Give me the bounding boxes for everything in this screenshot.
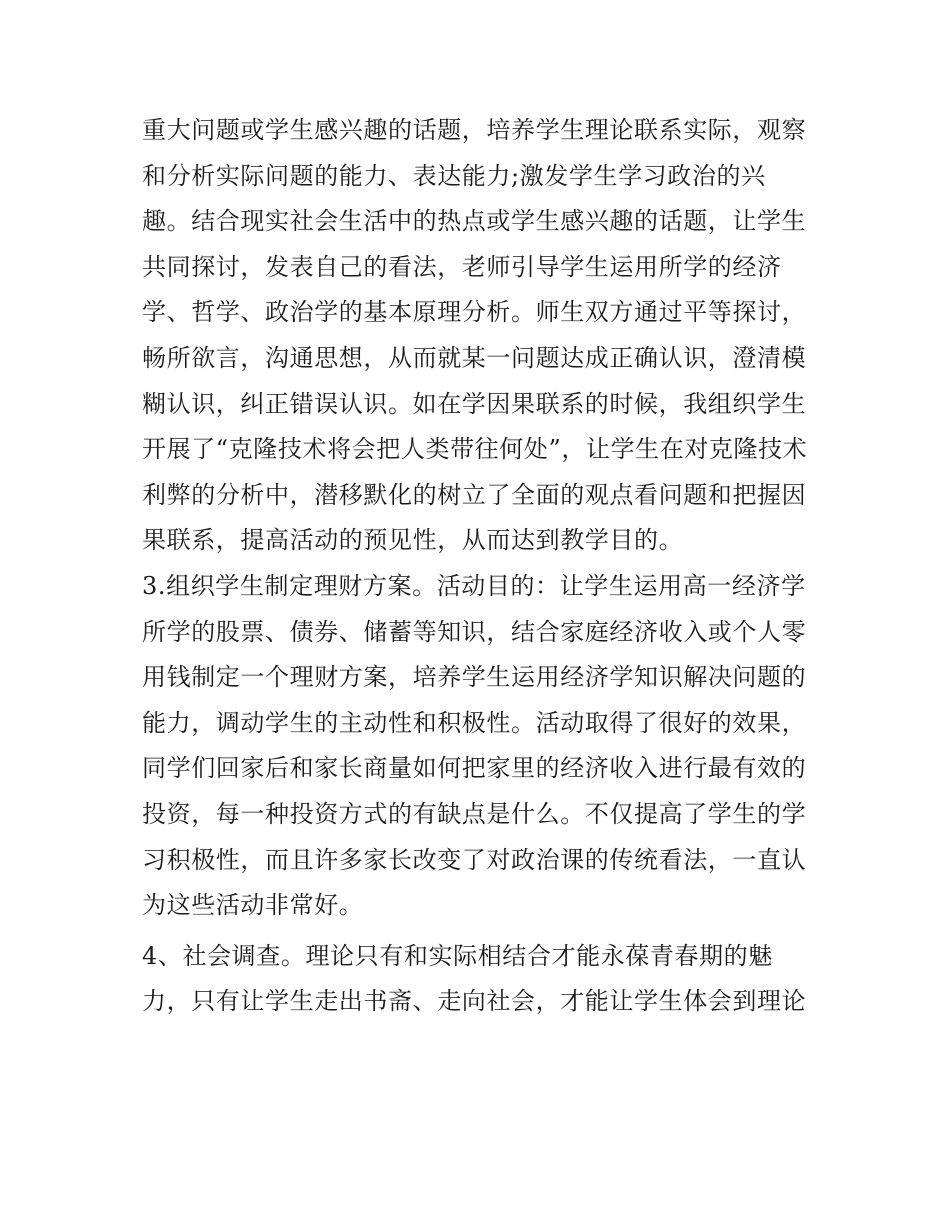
text-line: 力，只有让学生走出书斋、走向社会，才能让学生体会到理论 [142, 987, 807, 1016]
text-line: 所学的股票、债券、储蓄等知识，结合家庭经济收入或个人零 [142, 617, 807, 646]
text-line: 开展了“克隆技术将会把人类带往何处”，让学生在对克隆技术 [142, 435, 808, 464]
text-line: 学、哲学、政治学的基本原理分析。师生双方通过平等探讨， [142, 298, 807, 327]
text-line: 共同探讨，发表自己的看法，老师引导学生运用所学的经济 [142, 252, 782, 281]
section-heading-line: 3.组织学生制定理财方案。活动目的：让学生运用高一经济学 [142, 571, 806, 600]
text-line: 糊认识，纠正错误认识。如在学因果联系的时候，我组织学生 [142, 389, 807, 418]
text-line: 和分析实际问题的能力、表达能力;激发学生学习政治的兴 [142, 161, 766, 190]
text-line: 同学们回家后和家长商量如何把家里的经济收入进行最有效的 [142, 754, 807, 783]
text-line: 果联系，提高活动的预见性，从而达到教学目的。 [142, 526, 684, 555]
text-line: 重大问题或学生感兴趣的话题，培养学生理论联系实际，观察 [142, 116, 807, 144]
text-line: 利弊的分析中，潜移默化的树立了全面的观点看问题和把握因 [142, 480, 807, 509]
document-body [142, 108, 822, 1025]
text-line: 畅所欲言，沟通思想，从而就某一问题达成正确认识，澄清模 [142, 343, 807, 372]
text-line: 为这些活动非常好。 [142, 891, 364, 920]
text-line: 能力，调动学生的主动性和积极性。活动取得了很好的效果， [142, 708, 807, 737]
section-heading-line: 4、社会调查。理论只有和实际相结合才能永葆青春期的魅 [142, 941, 773, 970]
text-line: 用钱制定一个理财方案，培养学生运用经济学知识解决问题的 [142, 663, 807, 692]
text-line: 习积极性，而且许多家长改变了对政治课的传统看法，一直认 [142, 845, 807, 874]
text-line: 趣。结合现实社会生活中的热点或学生感兴趣的话题，让学生 [142, 207, 807, 236]
text-line: 投资，每一种投资方式的有缺点是什么。不仅提高了学生的学 [142, 799, 807, 828]
